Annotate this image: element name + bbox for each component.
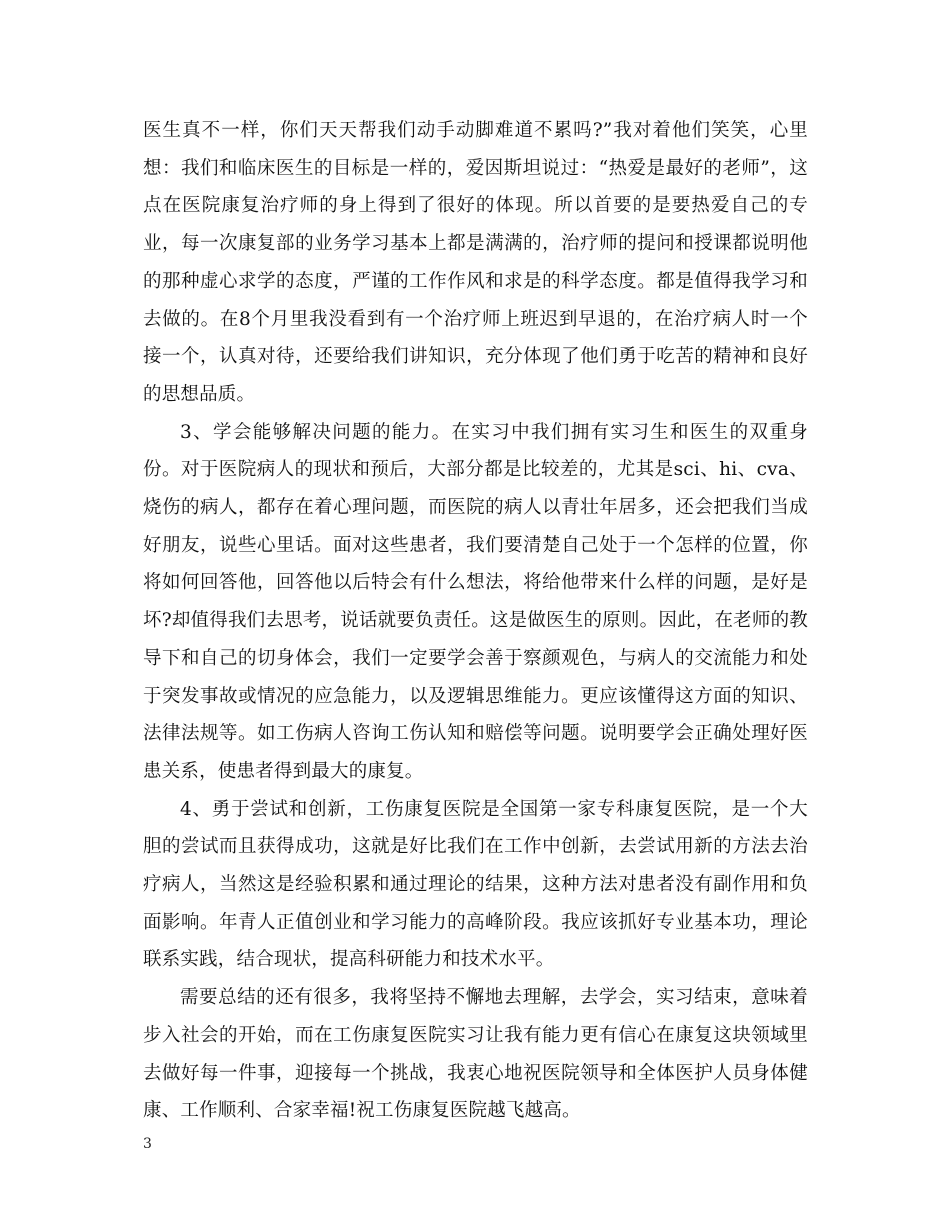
page-number: 3 <box>143 1136 152 1152</box>
paragraph-continuation: 医生真不一样，你们天天帮我们动手动脚难道不累吗?”我对着他们笑笑，心里想：我们和临床医生的目标是一样的，爱因斯坦说过：“热爱是最好的老师”，这点在医院康复治疗师的身上得到了很好的体现。所以首要的是要热爱自己的专业，每一次康复部的业务学习基本上都是满满的，治疗师的提问和授课都说明他的那种虚心求学的态度，严谨的工作作风和求是的科学态度。都是值得我学习和去做的。在8个月里我没看到有一个治疗师上班迟到早退的，在治疗病人时一个接一个，认真对待，还要给我们讲知识，充分体现了他们勇于吃苦的精神和良好的思想品质。 <box>143 120 808 405</box>
paragraph-point-3: 3、学会能够解决问题的能力。在实习中我们拥有实习生和医生的双重身份。对于医院病人的现状和预后，大部分都是比较差的，尤其是sci、hi、cva、烧伤的病人，都存在着心理问题，而医院的病人以青壮年居多，还会把我们当成好朋友，说些心里话。面对这些患者，我们要清楚自己处于一个怎样的位置，你将如何回答他，回答他以后特会有什么想法，将给他带来什么样的问题，是好是坏?却值得我们去思考，说话就要负责任。这是做医生的原则。因此，在老师的教导下和自己的切身体会，我们一定要学会善于察颜观色，与病人的交流能力和处于突发事故或情况的应急能力，以及逻辑思维能力。更应该懂得这方面的知识、法律法规等。如工伤病人咨询工伤认知和赔偿等问题。说明要学会正确处理好医患关系，使患者得到最大的康复。 <box>143 421 808 782</box>
paragraph-point-4: 4、勇于尝试和创新，工伤康复医院是全国第一家专科康复医院，是一个大胆的尝试而且获得成功，这就是好比我们在工作中创新，去尝试用新的方法去治疗病人，当然这是经验积累和通过理论的结果，这种方法对患者没有副作用和负面影响。年青人正值创业和学习能力的高峰阶段。我应该抓好专业基本功，理论联系实践，结合现状，提高科研能力和技术水平。 <box>143 798 808 971</box>
document-body <box>143 112 808 1130</box>
paragraph-conclusion: 需要总结的还有很多，我将坚持不懈地去理解，去学会，实习结束，意味着步入社会的开始，而在工伤康复医院实习让我有能力更有信心在康复这块领域里去做好每一件事，迎接每一个挑战，我衷心地祝医院领导和全体医护人员身体健康、工作顺利、合家幸福!祝工伤康复医院越飞越高。 <box>143 987 808 1122</box>
